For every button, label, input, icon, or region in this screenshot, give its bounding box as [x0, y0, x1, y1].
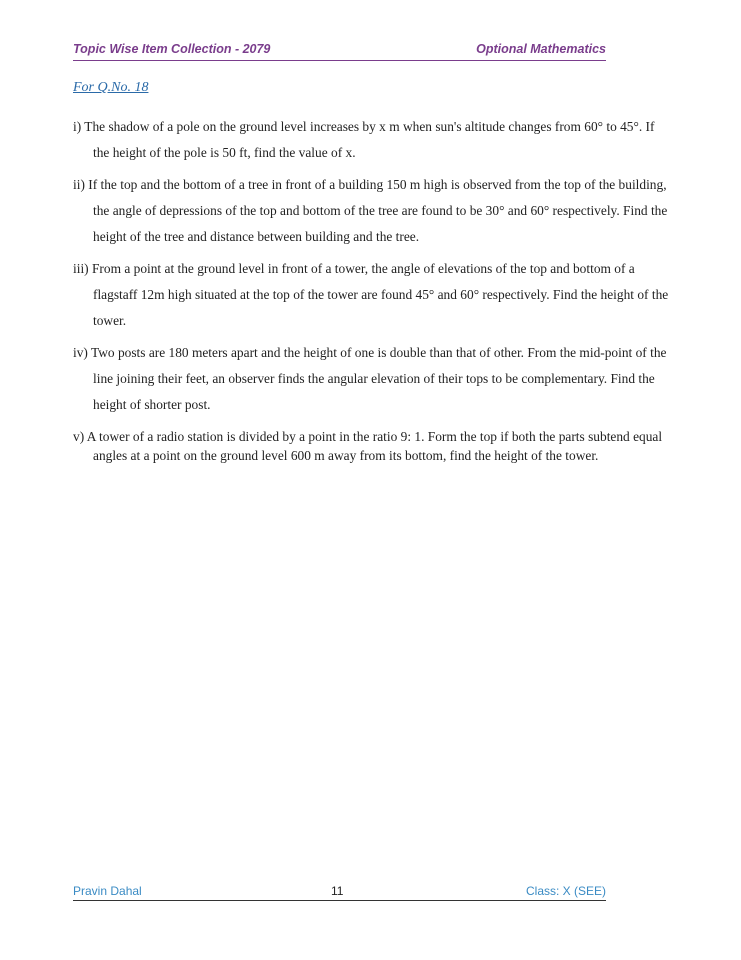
- footer-class: Class: X (SEE): [525, 884, 606, 898]
- question-1: i) The shadow of a pole on the ground level increases by x m when sun's altitude changes from 60° to 45°. If the height of the pole is 50 ft, find the value of x.: [73, 119, 655, 160]
- page-header: [73, 42, 606, 61]
- question-list: [73, 114, 673, 471]
- question-3: iii) From a point at the ground level in front of a tower, the angle of elevations of the top and bottom of a flagstaff 12m high situated at the top of the tower are found 45° and 60° respectively. Find the height of the tower.: [73, 261, 669, 328]
- footer-author: Pravin Dahal: [73, 884, 142, 898]
- question-2: ii) If the top and the bottom of a tree in front of a building 150 m high is observed from the top of the building, the angle of depressions of the top and bottom of the tree are found to be 30° and 60° respectively. Find the height of the tree and distance between building and the tree.: [73, 177, 668, 244]
- question-4: iv) Two posts are 180 meters apart and the height of one is double than that of other. From the mid-point of the line joining their feet, an observer finds the angular elevation of their tops to be complementary. Find the height of shorter post.: [73, 345, 667, 412]
- question-5: v) A tower of a radio station is divided by a point in the ratio 9: 1. Form the top if both the parts subtend equal angles at a point on the ground level 600 m away from its bottom, find the height of the tower.: [73, 429, 663, 463]
- footer-page-number: 11: [331, 884, 344, 898]
- header-subject: Optional Mathematics: [476, 42, 606, 56]
- page-footer: [73, 884, 606, 901]
- header-collection-title: Topic Wise Item Collection - 2079: [73, 42, 271, 56]
- section-label: For Q.No. 18: [73, 80, 149, 95]
